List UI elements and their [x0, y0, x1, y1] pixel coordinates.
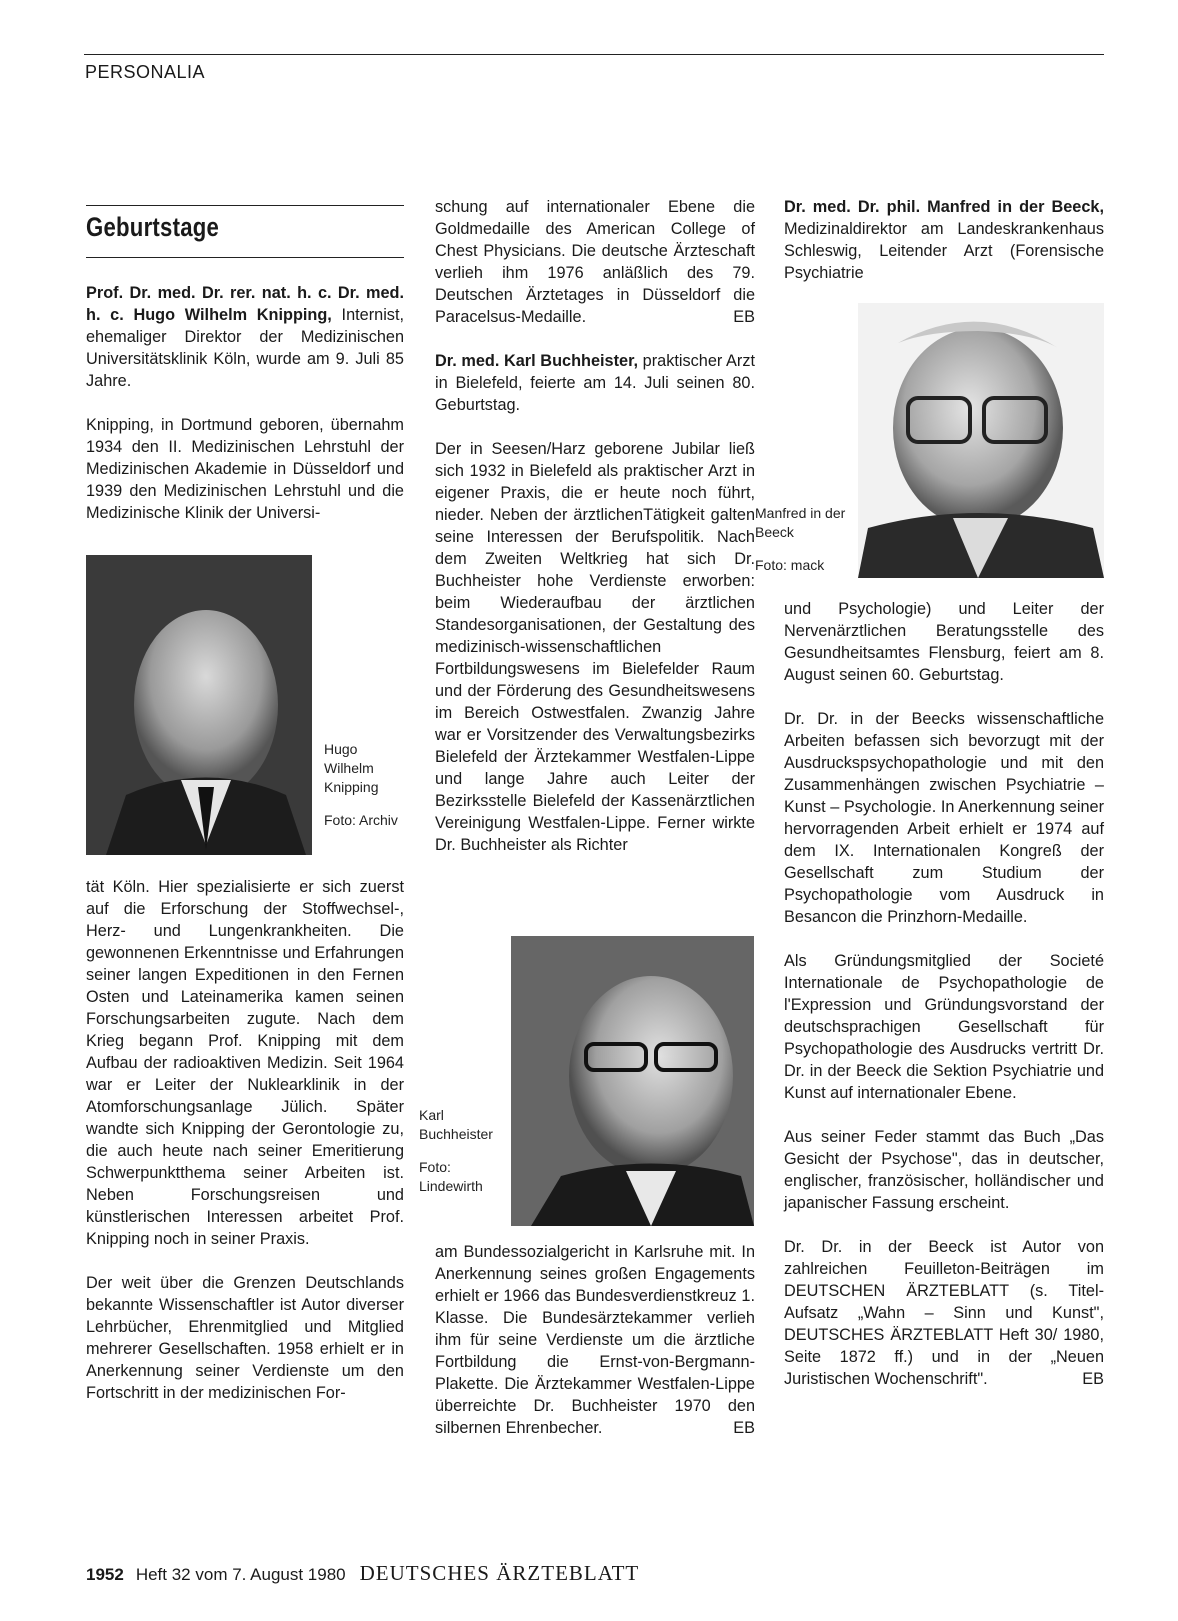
photo-beeck — [858, 303, 1104, 578]
caption-beeck-credit: Foto: mack — [755, 557, 825, 573]
column-3-lower — [784, 598, 1104, 1390]
page-footer — [86, 1561, 639, 1586]
author-initials: EB — [733, 308, 755, 326]
beeck-name: Dr. med. Dr. phil. Manfred in der Beeck, — [784, 198, 1104, 216]
portrait-buchheister — [511, 936, 754, 1226]
portrait-knipping — [86, 555, 312, 855]
knipping-paragraph-3: tät Köln. Hier spezialisierte er sich zuerst auf die Erforschung der Stoffwechsel-, Herz- und Lungenkrankheiten. Die gewonnenen Erkenntnisse und Erfahrungen seiner langen Expeditionen in den Fernen Osten und Lateinamerika kamen seinen Forschungsarbeiten zugute. Nach dem Krieg begann Prof. Knipping mit dem Aufbau der radioaktiven Medizin. Seit 1964 war er Leiter der Nuklearklinik in der Atomforschungsanlage Jülich. Später wandte sich Knipping der Gerontologie zu, die auch heute nach seiner Emeritierung Schwerpunktthema seiner Arbeiten ist. Neben Forschungsreisen und künstlerischen Interessen arbeitet Prof. Knipping noch in seiner Praxis. — [86, 878, 404, 1248]
beeck-paragraph-5: Aus seiner Feder stammt das Buch „Das Gesicht der Psychose", das in deutscher, englischer, französischer, holländischer und japanischer Fassung erscheint. — [784, 1128, 1104, 1212]
knipping-continuation-text: schung auf internationaler Ebene die Goldmedaille des American College of Chest Physicians. Die deutsche Ärzteschaft verlieh ihm 1976 anläßlich des 79. Deutschen Ärztetages in Düsseldorf die Paracelsus-Medaille. — [435, 198, 755, 326]
beeck-intro — [784, 196, 1104, 284]
beeck-intro-text: Medizinaldirektor am Landeskrankenhaus Schleswig, Leitender Arzt (Forensische Psychiatrie — [784, 220, 1104, 282]
knipping-intro-text: Internist, ehemaliger Direktor der Medizinischen Universitätsklinik Köln, wurde am 9. Juli 85 Jahre. — [86, 306, 404, 390]
buchheister-paragraph-4 — [435, 1241, 755, 1439]
caption-knipping — [324, 740, 404, 830]
beeck-paragraph-2: und Psychologie) und Leiter der Nervenärztlichen Beratungsstelle des Gesundheitsamtes Flensburg, feiert am 8. August seinen 60. Geburtstag. — [784, 600, 1104, 684]
knipping-intro — [86, 282, 404, 392]
buchheister-intro-text: praktischer Arzt in Bielefeld, feierte am 14. Juli seinen 80. Geburtstag. — [435, 352, 755, 414]
section-label: PERSONALIA — [85, 62, 206, 82]
beeck-paragraph-6 — [784, 1236, 1104, 1390]
top-rule — [84, 54, 1104, 55]
column-2-lower — [435, 1241, 755, 1439]
photo-knipping — [86, 555, 312, 855]
knipping-paragraph-4: Der weit über die Grenzen Deutschlands bekannte Wissenschaftler ist Autor diverser Lehrbücher, Ehrenmitglied und Mitglied mehrerer Gesellschaften. 1958 erhielt er in Anerkennung seiner Verdienste um den Fortschritt in der medizinischen For- — [86, 1274, 404, 1402]
buchheister-paragraph-3: Der in Seesen/Harz geborene Jubilar ließ sich 1932 in Bielefeld als praktischer Arzt in eigener Praxis, die er heute noch führt, nieder. Neben der ärztlichenTätigkeit galten seine Interessen der Berufspolitik. Nach dem Zweiten Weltkrieg hat sich Dr. Buchheister hohe Verdienste erworben: beim Wiederaufbau der ärztlichen Standesorganisationen, der Gestaltung des medizinisch-wissenschaftlichen Fortbildungswesens im Bielefelder Raum und der Förderung des Gesundheitswesens im Bereich Ostwestfalen. Zwanzig Jahre war er Vorsitzender des Verwaltungsbezirks Bielefeld der Ärztekammer Westfalen-Lippe und lange Jahre auch Leiter der Bezirksstelle Bielefeld der Kassenärztlichen Vereinigung Westfalen-Lippe. Ferner wirkte Dr. Buchheister als Richter — [435, 440, 755, 854]
caption-knipping-name: Hugo Wilhelm Knipping — [324, 741, 379, 795]
column-3 — [784, 196, 1104, 284]
caption-knipping-credit: Foto: Archiv — [324, 812, 398, 828]
caption-buchheister-name: Karl Buchheister — [419, 1107, 493, 1142]
caption-buchheister — [419, 1106, 501, 1196]
knipping-continuation — [435, 196, 755, 328]
heading-rule-bottom — [86, 257, 404, 258]
beeck-paragraph-4: Als Gründungsmitglied der Societé Internationale de Psychopathologie de l'Expression und Gründungsvorstand der deutschsprachigen Gesellschaft für Psychopathologie des Ausdrucks vertritt Dr. Dr. in der Beeck die Sektion Psychiatrie und Kunst auf internationaler Ebene. — [784, 952, 1104, 1102]
beeck-paragraph-3: Dr. Dr. in der Beecks wissenschaftliche Arbeiten befassen sich bevorzugt mit der Ausdruckspsychopathologie und mit den Zusammenhängen zwischen Psychiatrie – Kunst – Psychologie. In Anerkennung seiner hervorragenden Arbeit erhielt er 1974 auf dem IX. Internationalen Kongreß der Gesellschaft zum Studium der Psychopathologie vom Ausdruck in Besancon die Prinzhorn-Medaille. — [784, 710, 1104, 926]
portrait-beeck — [858, 303, 1104, 578]
magazine-title: DEUTSCHES ÄRZTEBLATT — [359, 1561, 640, 1585]
section-heading: Geburtstage — [86, 212, 220, 242]
caption-buchheister-credit: Foto: Lindewirth — [419, 1159, 483, 1194]
knipping-paragraph-2: Knipping, in Dortmund geboren, übernahm 1934 den II. Medizinischen Lehrstuhl der Medizinischen Akademie in Düsseldorf und 1939 den Medizinischen Lehrstuhl und die Medizinische Klinik der Universi- — [86, 416, 404, 522]
caption-beeck — [755, 504, 855, 575]
author-initials-3: EB — [1082, 1370, 1104, 1388]
column-1 — [86, 282, 404, 524]
caption-beeck-name: Manfred in der Beeck — [755, 505, 846, 540]
beeck-paragraph-6-text: Dr. Dr. in der Beeck ist Autor von zahlreichen Feuilleton-Beiträgen im DEUTSCHEN ÄRZTEBLATT (s. Titel-Aufsatz „Wahn – Sinn und Kunst", DEUTSCHES ÄRZTEBLATT Heft 30/ 1980, Seite 1872 ff.) und in der „Neuen Juristischen Wochenschrift". — [784, 1238, 1104, 1388]
buchheister-name: Dr. med. Karl Buchheister, — [435, 352, 639, 370]
author-initials-2: EB — [733, 1419, 755, 1437]
photo-buchheister — [511, 936, 754, 1226]
buchheister-paragraph-4-text: am Bundessozialgericht in Karlsruhe mit. In Anerkennung seines großen Engagements erhielt er 1966 das Bundesverdienstkreuz 1. Klasse. Die Bundesärztekammer verlieh ihm für seine Verdienste um die ärztliche Fortbildung die Ernst-von-Bergmann-Plakette. Die Ärztekammer Westfalen-Lippe überreichte Dr. Buchheister 1970 den silbernen Ehrenbecher. — [435, 1243, 755, 1437]
buchheister-intro — [435, 350, 755, 416]
heading-rule-top — [86, 205, 404, 206]
issue-info: Heft 32 vom 7. August 1980 — [135, 1565, 346, 1584]
knipping-name: Prof. Dr. med. Dr. rer. nat. h. c. Dr. med. h. c. Hugo Wilhelm Knipping, — [86, 284, 404, 324]
page-number: 1952 — [86, 1565, 124, 1584]
column-1-lower — [86, 876, 404, 1404]
column-2 — [435, 196, 755, 856]
